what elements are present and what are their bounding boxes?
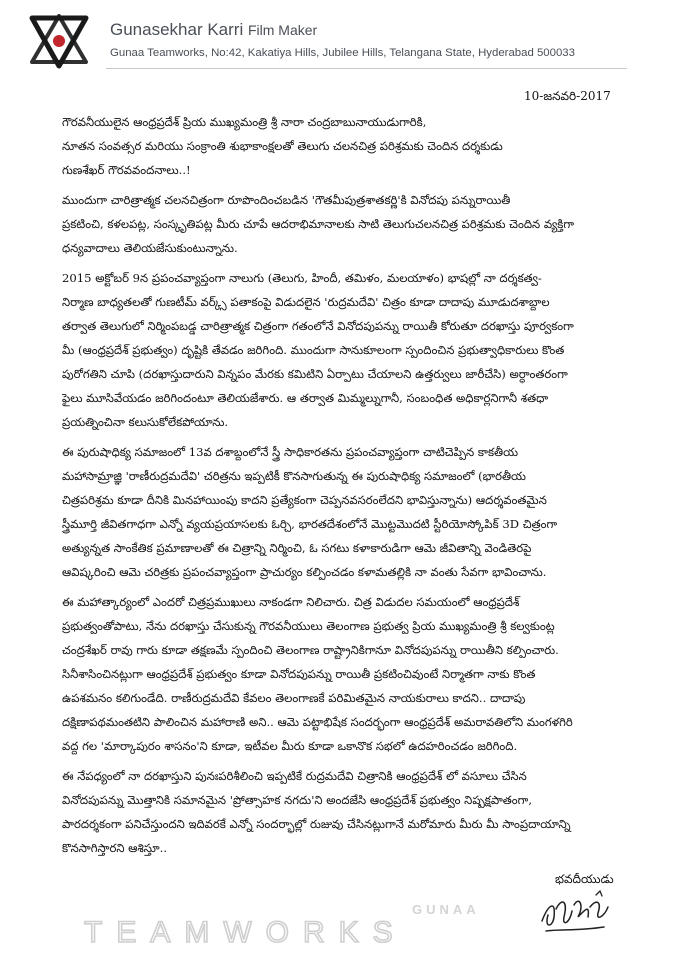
text-line: ఈ నేపధ్యంలో నా దరఖాస్తుని పునఃపరిశీలించి ఇప్పటికే రుద్రమదేవి చిత్రానికి ఆంధ్రప్రదేశ్ లో వసూలు చేసిన bbox=[62, 769, 527, 783]
text-line: తర్వాత తెలుగులో నిర్మింపబడ్డ చారిత్రాత్మక చిత్రంగా గతంలోనే వినోదపుపన్ను రాయితీ కోరుతూ దరఖాస్తు పూర్వకంగా bbox=[62, 319, 574, 333]
text-line: ప్రభుత్వంతోపాటు, నేను దరఖాస్తు చేసుకున్న గౌరవనీయులు తెలంగాణ ప్రభుత్వ ప్రియ ముఖ్యమంత్రి శ్రీ కల్వకుంట్ల bbox=[62, 619, 555, 633]
text-line: వినోదపుపన్ను మొత్తానికి సమానమైన 'ప్రోత్సాహక నగదు'ని అందజేసి ఆంధ్రప్రదేశ్ ప్రభుత్వం నిష్పక్షపాతంగా, bbox=[62, 793, 533, 807]
text-line: కొనసాగిస్తారని ఆశిస్తూ.. bbox=[62, 841, 168, 855]
watermark-main: TEAMWORKS bbox=[84, 916, 407, 944]
letter-body bbox=[62, 110, 632, 860]
logo bbox=[28, 14, 90, 70]
text-line: నూతన సంవత్సర మరియు సంక్రాంతి శుభాకాంక్షలతో తెలుగు చలనచిత్ర పరిశ్రమకు చెందిన దర్శకుడు bbox=[62, 139, 503, 153]
letterhead bbox=[28, 14, 648, 70]
text-line: స్త్రీమూర్తి జీవితగాధగా ఎన్నో వ్యయప్రయాసలకు ఓర్చి, భారతదేశంలోనే మొట్టమొదటి స్టీరియోస్కోపిక్ 3D చిత్రంగా bbox=[62, 517, 558, 531]
text-line: గౌరవనీయులైన ఆంధ్రప్రదేశ్ ప్రియ ముఖ్యమంత్రి శ్రీ నారా చంద్రబాబునాయుడుగారికి, bbox=[62, 115, 427, 129]
org-name bbox=[110, 20, 317, 40]
org-role: Film Maker bbox=[247, 22, 318, 38]
text-line: ఈ పురుషాధిక్య సమాజంలో 13వ దశాబ్దంలోనే స్త్రీ సాధికారతను ప్రపంచవ్యాప్తంగా చాటిచెప్పిన కాకతీయ bbox=[62, 445, 519, 459]
paragraph bbox=[62, 266, 632, 434]
text-line: 2015 అక్టోబర్ 9న ప్రపంచవ్యాప్తంగా నాలుగు (తెలుగు, హిందీ, తమిళం, మలయాళం) భాషల్లో నా దర్శకత్వ- bbox=[62, 271, 542, 285]
paragraph bbox=[62, 188, 632, 260]
text-line: ఫైలు మూసివేయడం జరిగిందంటూ తెలియజేశారు. ఆ తర్వాత మిమ్మల్నుగానీ, సంబంధిత అధికార్లనిగానీ శతధా bbox=[62, 391, 549, 405]
text-line: అత్యున్నత సాంకేతిక ప్రమాణాలతో ఈ చిత్రాన్ని నిర్మించి, ఓ సగటు కళాకారుడిగా ఆమె జీవితాన్ని వెండితెరపై bbox=[62, 541, 532, 555]
text-line: వద్ద గల 'మార్కాపురం శాసనం'ని కూడా, ఇటీవల మీరు కూడా ఒకానొక సభలో ఉదహరించడం జరిగింది. bbox=[62, 739, 518, 753]
text-line: పురోగతిని చూపి (దరఖాస్తుదారుని విన్నపం మేరకు కమిటిని ఏర్పాటు చేయాలని ఉత్తర్వులు జారీచేసి) అర్ధాంతరంగా bbox=[62, 367, 568, 381]
text-line: ప్రకటించి, కళలపట్ల, సంస్కృతిపట్ల మీరు చూపే ఆదరాభిమానాలకు సాటి తెలుగుచలనచిత్ర పరిశ్రమకు చెందిన వ్యక్తిగా bbox=[62, 217, 575, 231]
text-line: గుణశేఖర్ గౌరవవందనాలు..! bbox=[62, 163, 191, 177]
org-address: Gunaa Teamworks, No:42, Kakatiya Hills, Jubilee Hills, Telangana State, Hyderabad 500033 bbox=[110, 47, 575, 59]
signature bbox=[538, 887, 614, 939]
text-line: పారదర్శకంగా పనిచేస్తుందని ఇదివరకే ఎన్నో సందర్భాల్లో రుజువు చేసినట్లుగానే మరోమారు మీరు మీ సాంప్రదాయాన్ని bbox=[62, 817, 571, 831]
text-line: మీ (ఆంధ్రప్రదేశ్ ప్రభుత్వం) దృష్టికి తేవడం జరిగింది. ముందుగా సానుకూలంగా స్పందించిన ప్రభుత్వాధికారులు కొంత bbox=[62, 343, 565, 357]
watermark bbox=[82, 900, 552, 944]
text-line: ఈ మహాత్కార్యంలో ఎందరో చిత్రప్రముఖులు నాకండగా నిలిచారు. చిత్ర విడుదల సమయంలో ఆంధ్రప్రదేశ్ bbox=[62, 595, 520, 609]
letter-date: 10-జనవరి-2017 bbox=[524, 89, 611, 103]
paragraph bbox=[62, 764, 632, 860]
header-divider bbox=[106, 68, 627, 69]
text-line: ముందుగా చారిత్రాత్మక చలనచిత్రంగా రూపొందించబడిన 'గౌతమీపుత్రశాతకర్ణి'కి వినోదపు పన్నురాయితీ bbox=[62, 193, 511, 207]
text-line: ప్రయత్నించినా కలుసుకోలేకపోయాను. bbox=[62, 415, 229, 429]
text-line: చంద్రశేఖర్ రావు గారు కూడా తక్షణమే స్పందించి తెలంగాణ రాష్ట్రానికిగానూ వినోదపుపన్ను రాయితీని కల్పించారు. bbox=[62, 643, 559, 657]
text-line: నిర్మాణ బాధ్యతలతో గుణటీమ్ వర్క్స్ పతాకంపై విడుదలైన 'రుద్రమదేవి' చిత్రం కూడా దాదాపు మూడుదశాబ్దాల bbox=[62, 295, 550, 309]
org-name-text: Gunasekhar Karri bbox=[110, 20, 244, 39]
paragraph bbox=[62, 110, 632, 182]
text-line: ధన్యవాదాలు తెలియజేసుకుంటున్నాను. bbox=[62, 241, 238, 255]
paragraph bbox=[62, 590, 632, 758]
paragraph bbox=[62, 440, 632, 584]
text-line: మహాసామ్రాజ్ఞి 'రాణీరుద్రమదేవి' చరిత్రను ఇప్పటికీ కొనసాగుతున్న ఈ పురుషాధిక్య సమాజంలో (భారతీయ bbox=[62, 469, 526, 483]
text-line: చిత్రపరిశ్రమ కూడా దీనికి మినహాయింపు కాదని ప్రత్యేకంగా చెప్పనవసరంలేదని భావిస్తున్నాను) ఆదర్శవంతమైన bbox=[62, 493, 547, 507]
text-line: దక్షిణాపథమంతటిని పాలించిన మహారాణి అని.. ఆమె పట్టాభిషేక సందర్భంగా ఆంధ్రప్రదేశ్ అమరావతిలోని మంగళగిరి bbox=[62, 715, 573, 729]
text-line: సినీశాసించినట్లుగా ఆంధ్రప్రదేశ్ ప్రభుత్వం కూడా వినోదపుపన్ను రాయితీ ప్రకటించివుంటే నిర్మాతగా నాకు కొంత bbox=[62, 667, 536, 681]
watermark-top: GUNAA bbox=[412, 902, 480, 917]
text-line: ఆవిష్కరించి ఆమె చరిత్రకు ప్రపంచవ్యాప్తంగా ప్రాచుర్యం కల్పించడం కళామతల్లికి నా వంతు సేవగా భావించాను. bbox=[62, 565, 547, 579]
text-line: ఉపశమనం కలిగుండేది. రాణీరుద్రమదేవి కేవలం తెలంగాణకే పరిమితమైన నాయకురాలు కాదని.. దాదాపు bbox=[62, 691, 526, 705]
closing-phrase: భవదీయుడు bbox=[555, 872, 614, 886]
